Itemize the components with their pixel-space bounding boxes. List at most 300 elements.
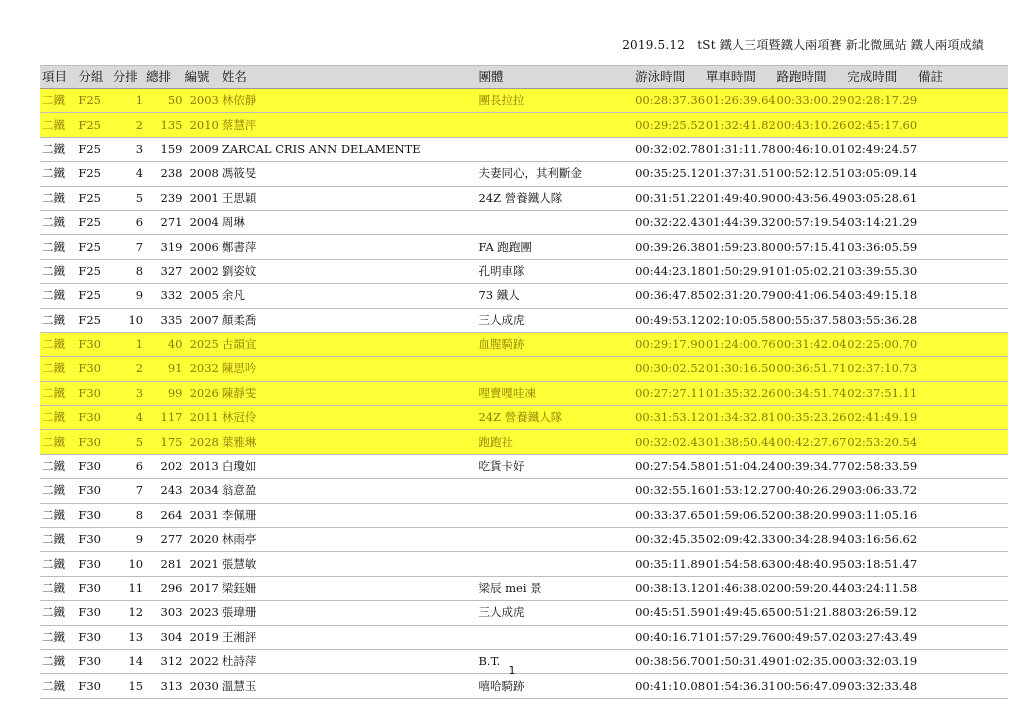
cell-finish-time: 03:49:15.18 [847,284,918,308]
table-row [40,406,1008,430]
cell-item: 二鐵 [40,186,78,210]
cell-item: 二鐵 [40,162,78,186]
cell-group: F30 [78,332,112,356]
cell-run-time: 00:51:21.88 [777,601,848,625]
cell-team: 梁辰 mei 景 [478,576,635,600]
cell-name: 鄭書萍 [222,235,479,259]
cell-swim-time: 00:49:53.12 [635,308,706,332]
cell-team: 哩賣嘎哇凍 [478,381,635,405]
cell-team [478,503,635,527]
cell-bib: 2011 [184,406,221,430]
cell-bib: 2008 [184,162,221,186]
cell-finish-time: 02:37:10.73 [847,357,918,381]
cell-name: 周琳 [222,210,479,234]
cell-name: 杜詩萍 [222,649,479,673]
cell-bib: 2021 [184,552,221,576]
table-row [40,576,1008,600]
cell-item: 二鐵 [40,406,78,430]
cell-finish-time: 03:39:55.30 [847,259,918,283]
cell-name: 古韻宜 [222,332,479,356]
cell-team [478,113,635,137]
cell-bib: 2017 [184,576,221,600]
cell-run-time: 00:49:57.02 [777,625,848,649]
cell-swim-time: 00:44:23.18 [635,259,706,283]
cell-name: 林冠伶 [222,406,479,430]
cell-team: FA 跑跑團 [478,235,635,259]
cell-bib: 2006 [184,235,221,259]
cell-bike-time: 01:44:39.32 [706,210,777,234]
cell-run-time: 00:59:20.44 [777,576,848,600]
cell-bike-time: 01:35:32.26 [706,381,777,405]
table-row [40,479,1008,503]
cell-bib: 2034 [184,479,221,503]
cell-bike-time: 01:46:38.02 [706,576,777,600]
cell-team [478,625,635,649]
cell-team: 24Z 營養鐵人隊 [478,186,635,210]
cell-finish-time: 03:27:43.49 [847,625,918,649]
cell-run-time: 00:46:10.01 [777,137,848,161]
cell-overall-rank: 40 [146,332,184,356]
cell-finish-time: 03:14:21.29 [847,210,918,234]
cell-group: F25 [78,235,112,259]
cell-swim-time: 00:27:54.58 [635,454,706,478]
cell-swim-time: 00:32:02.78 [635,137,706,161]
table-row [40,674,1008,698]
cell-bike-time: 01:37:31.51 [706,162,777,186]
cell-overall-rank: 335 [146,308,184,332]
cell-bike-time: 01:54:36.31 [706,674,777,698]
table-row [40,454,1008,478]
cell-overall-rank: 91 [146,357,184,381]
cell-item: 二鐵 [40,381,78,405]
cell-item: 二鐵 [40,137,78,161]
cell-finish-time: 02:49:24.57 [847,137,918,161]
cell-name: 王湘評 [222,625,479,649]
cell-team [478,479,635,503]
cell-group: F25 [78,210,112,234]
cell-name: 林雨亭 [222,528,479,552]
cell-note [918,113,1008,137]
cell-group: F25 [78,137,112,161]
cell-group: F25 [78,113,112,137]
cell-item: 二鐵 [40,357,78,381]
cell-overall-rank: 304 [146,625,184,649]
cell-bike-time: 01:26:39.64 [706,89,777,113]
page-number: 1 [508,664,516,677]
table-header-row [40,66,1008,89]
cell-item: 二鐵 [40,649,78,673]
table-row [40,186,1008,210]
cell-group: F30 [78,503,112,527]
cell-item: 二鐵 [40,552,78,576]
cell-group: F30 [78,479,112,503]
cell-finish-time: 03:05:09.14 [847,162,918,186]
cell-group: F30 [78,649,112,673]
cell-group-rank: 10 [113,308,146,332]
cell-group: F30 [78,406,112,430]
cell-name: 張慧敏 [222,552,479,576]
cell-group-rank: 10 [113,552,146,576]
cell-item: 二鐵 [40,528,78,552]
cell-bib: 2002 [184,259,221,283]
cell-item: 二鐵 [40,113,78,137]
cell-group-rank: 2 [113,113,146,137]
cell-note [918,576,1008,600]
cell-team: 血腥騎跡 [478,332,635,356]
cell-name: 馮筱旻 [222,162,479,186]
cell-group: F30 [78,625,112,649]
cell-item: 二鐵 [40,235,78,259]
cell-bike-time: 01:50:29.91 [706,259,777,283]
cell-bike-time: 01:59:06.52 [706,503,777,527]
cell-swim-time: 00:36:47.85 [635,284,706,308]
cell-name: 余凡 [222,284,479,308]
cell-team [478,137,635,161]
cell-note [918,162,1008,186]
cell-bike-time: 01:49:40.90 [706,186,777,210]
cell-run-time: 00:34:51.74 [777,381,848,405]
cell-swim-time: 00:32:55.16 [635,479,706,503]
col-note-header: 備註 [918,66,1008,89]
cell-note [918,186,1008,210]
table-row [40,89,1008,113]
cell-swim-time: 00:27:27.11 [635,381,706,405]
cell-note [918,454,1008,478]
cell-bib: 2026 [184,381,221,405]
cell-item: 二鐵 [40,625,78,649]
cell-group: F25 [78,284,112,308]
cell-group: F30 [78,576,112,600]
cell-run-time: 00:41:06.54 [777,284,848,308]
col-overall-rank-header: 總排 [146,66,184,89]
cell-item: 二鐵 [40,210,78,234]
cell-bib: 2023 [184,601,221,625]
cell-overall-rank: 264 [146,503,184,527]
cell-team: 24Z 營養鐵人隊 [478,406,635,430]
cell-finish-time: 03:24:11.58 [847,576,918,600]
cell-group-rank: 14 [113,649,146,673]
table-row [40,137,1008,161]
cell-swim-time: 00:28:37.36 [635,89,706,113]
cell-run-time: 01:05:02.21 [777,259,848,283]
cell-bike-time: 01:24:00.76 [706,332,777,356]
col-group-header: 分組 [78,66,112,89]
table-row [40,625,1008,649]
cell-swim-time: 00:31:51.22 [635,186,706,210]
cell-overall-rank: 239 [146,186,184,210]
cell-group-rank: 9 [113,528,146,552]
cell-swim-time: 00:33:37.65 [635,503,706,527]
cell-run-time: 00:40:26.29 [777,479,848,503]
cell-bib: 2005 [184,284,221,308]
cell-finish-time: 03:16:56.62 [847,528,918,552]
cell-name: 葉雅琳 [222,430,479,454]
cell-group: F30 [78,357,112,381]
cell-team: 孔明車隊 [478,259,635,283]
cell-team: 嘻哈騎跡 [478,674,635,698]
cell-finish-time: 02:37:51.11 [847,381,918,405]
cell-run-time: 00:31:42.04 [777,332,848,356]
cell-finish-time: 03:06:33.72 [847,479,918,503]
cell-run-time: 00:48:40.95 [777,552,848,576]
cell-group: F30 [78,552,112,576]
cell-group: F30 [78,674,112,698]
cell-overall-rank: 50 [146,89,184,113]
cell-finish-time: 02:58:33.59 [847,454,918,478]
page-header-title: 2019.5.12 tSt 鐵人三項暨鐵人兩項賽 新北微風站 鐵人兩項成績 [622,38,984,52]
cell-team [478,528,635,552]
cell-finish-time: 02:25:00.70 [847,332,918,356]
table-row [40,503,1008,527]
cell-bike-time: 01:54:58.63 [706,552,777,576]
cell-bike-time: 01:34:32.81 [706,406,777,430]
cell-note [918,674,1008,698]
cell-bib: 2009 [184,137,221,161]
cell-group: F25 [78,186,112,210]
cell-group: F30 [78,601,112,625]
cell-bib: 2032 [184,357,221,381]
cell-item: 二鐵 [40,430,78,454]
table-row [40,332,1008,356]
cell-group-rank: 8 [113,503,146,527]
cell-run-time: 00:52:12.51 [777,162,848,186]
cell-swim-time: 00:31:53.12 [635,406,706,430]
cell-note [918,381,1008,405]
cell-run-time: 00:55:37.58 [777,308,848,332]
cell-finish-time: 03:18:51.47 [847,552,918,576]
cell-overall-rank: 281 [146,552,184,576]
cell-bike-time: 02:10:05.58 [706,308,777,332]
cell-finish-time: 03:11:05.16 [847,503,918,527]
cell-swim-time: 00:29:25.52 [635,113,706,137]
cell-bib: 2030 [184,674,221,698]
table-row [40,381,1008,405]
cell-note [918,503,1008,527]
cell-group: F30 [78,381,112,405]
cell-group-rank: 5 [113,186,146,210]
table-row [40,430,1008,454]
cell-team: 73 鐵人 [478,284,635,308]
cell-note [918,552,1008,576]
cell-overall-rank: 327 [146,259,184,283]
cell-bib: 2028 [184,430,221,454]
cell-team [478,552,635,576]
cell-note [918,137,1008,161]
cell-overall-rank: 271 [146,210,184,234]
cell-note [918,357,1008,381]
cell-swim-time: 00:32:22.43 [635,210,706,234]
table-row [40,113,1008,137]
cell-note [918,625,1008,649]
cell-bike-time: 01:53:12.27 [706,479,777,503]
cell-bike-time: 01:38:50.44 [706,430,777,454]
cell-bib: 2007 [184,308,221,332]
cell-swim-time: 00:40:16.71 [635,625,706,649]
cell-overall-rank: 312 [146,649,184,673]
cell-item: 二鐵 [40,576,78,600]
cell-note [918,89,1008,113]
cell-note [918,528,1008,552]
cell-overall-rank: 319 [146,235,184,259]
cell-swim-time: 00:32:02.43 [635,430,706,454]
cell-group-rank: 4 [113,406,146,430]
cell-team: 跑跑社 [478,430,635,454]
cell-item: 二鐵 [40,259,78,283]
cell-note [918,406,1008,430]
table-row [40,210,1008,234]
cell-name: 陳靜雯 [222,381,479,405]
cell-group: F30 [78,454,112,478]
cell-note [918,210,1008,234]
cell-note [918,308,1008,332]
cell-item: 二鐵 [40,479,78,503]
cell-name: ZARCAL CRIS ANN DELAMENTE [222,137,479,161]
cell-item: 二鐵 [40,284,78,308]
cell-swim-time: 00:38:13.12 [635,576,706,600]
cell-team [478,210,635,234]
cell-run-time: 00:39:34.77 [777,454,848,478]
cell-run-time: 01:02:35.00 [777,649,848,673]
cell-run-time: 00:43:56.49 [777,186,848,210]
cell-run-time: 00:56:47.09 [777,674,848,698]
table-row [40,284,1008,308]
cell-group-rank: 8 [113,259,146,283]
cell-name: 李佩珊 [222,503,479,527]
cell-bib: 2013 [184,454,221,478]
cell-bike-time: 01:50:31.49 [706,649,777,673]
cell-note [918,332,1008,356]
col-bike-header: 單車時間 [706,66,777,89]
cell-finish-time: 03:05:28.61 [847,186,918,210]
cell-bib: 2003 [184,89,221,113]
cell-item: 二鐵 [40,89,78,113]
cell-group: F25 [78,259,112,283]
cell-swim-time: 00:41:10.08 [635,674,706,698]
cell-item: 二鐵 [40,601,78,625]
cell-run-time: 00:38:20.99 [777,503,848,527]
cell-team: 三人成虎 [478,308,635,332]
cell-group-rank: 13 [113,625,146,649]
cell-group-rank: 7 [113,235,146,259]
col-name-header: 姓名 [222,66,479,89]
col-group-rank-header: 分排 [113,66,146,89]
cell-bib: 2025 [184,332,221,356]
cell-run-time: 00:57:19.54 [777,210,848,234]
cell-group-rank: 11 [113,576,146,600]
cell-bib: 2022 [184,649,221,673]
cell-team: 吃貨卡好 [478,454,635,478]
cell-finish-time: 03:55:36.28 [847,308,918,332]
col-swim-header: 游泳時間 [635,66,706,89]
cell-name: 張瑋珊 [222,601,479,625]
table-row [40,528,1008,552]
table-row [40,308,1008,332]
cell-swim-time: 00:39:26.38 [635,235,706,259]
cell-name: 王思穎 [222,186,479,210]
cell-group: F25 [78,308,112,332]
cell-bib: 2031 [184,503,221,527]
cell-overall-rank: 159 [146,137,184,161]
cell-finish-time: 03:26:59.12 [847,601,918,625]
cell-finish-time: 03:32:03.19 [847,649,918,673]
cell-note [918,284,1008,308]
cell-bib: 2019 [184,625,221,649]
table-row [40,552,1008,576]
cell-overall-rank: 99 [146,381,184,405]
cell-overall-rank: 202 [146,454,184,478]
cell-group-rank: 6 [113,210,146,234]
cell-name: 翁意盈 [222,479,479,503]
cell-group: F30 [78,528,112,552]
cell-group-rank: 1 [113,332,146,356]
cell-name: 陳思吟 [222,357,479,381]
cell-overall-rank: 332 [146,284,184,308]
cell-bike-time: 01:32:41.82 [706,113,777,137]
cell-group-rank: 2 [113,357,146,381]
cell-bike-time: 01:57:29.76 [706,625,777,649]
cell-group: F25 [78,162,112,186]
cell-finish-time: 02:45:17.60 [847,113,918,137]
cell-overall-rank: 303 [146,601,184,625]
cell-team: 團長拉拉 [478,89,635,113]
cell-swim-time: 00:35:25.12 [635,162,706,186]
cell-note [918,601,1008,625]
cell-swim-time: 00:45:51.59 [635,601,706,625]
col-finish-header: 完成時間 [847,66,918,89]
cell-group-rank: 1 [113,89,146,113]
cell-bike-time: 01:49:45.65 [706,601,777,625]
cell-group-rank: 3 [113,137,146,161]
cell-team: 三人成虎 [478,601,635,625]
col-item-header: 項目 [40,66,78,89]
cell-item: 二鐵 [40,674,78,698]
cell-finish-time: 03:36:05.59 [847,235,918,259]
cell-bike-time: 01:59:23.80 [706,235,777,259]
cell-overall-rank: 175 [146,430,184,454]
cell-bib: 2020 [184,528,221,552]
cell-run-time: 00:42:27.67 [777,430,848,454]
cell-group-rank: 3 [113,381,146,405]
cell-item: 二鐵 [40,503,78,527]
cell-run-time: 00:43:10.26 [777,113,848,137]
cell-run-time: 00:57:15.41 [777,235,848,259]
cell-bike-time: 02:09:42.33 [706,528,777,552]
cell-bib: 2004 [184,210,221,234]
cell-note [918,479,1008,503]
cell-run-time: 00:34:28.94 [777,528,848,552]
cell-overall-rank: 238 [146,162,184,186]
cell-group: F25 [78,89,112,113]
cell-name: 蔡慧泙 [222,113,479,137]
col-team-header: 團體 [478,66,635,89]
cell-finish-time: 02:41:49.19 [847,406,918,430]
cell-swim-time: 00:32:45.35 [635,528,706,552]
col-bib-header: 編號 [184,66,221,89]
cell-overall-rank: 243 [146,479,184,503]
cell-finish-time: 02:53:20.54 [847,430,918,454]
cell-finish-time: 02:28:17.29 [847,89,918,113]
table-row [40,601,1008,625]
cell-team [478,357,635,381]
results-table [40,65,1008,699]
cell-run-time: 00:33:00.29 [777,89,848,113]
cell-note [918,235,1008,259]
cell-name: 劉姿妏 [222,259,479,283]
cell-overall-rank: 313 [146,674,184,698]
cell-team: 夫妻同心，其利斷金 [478,162,635,186]
cell-note [918,430,1008,454]
cell-group-rank: 7 [113,479,146,503]
